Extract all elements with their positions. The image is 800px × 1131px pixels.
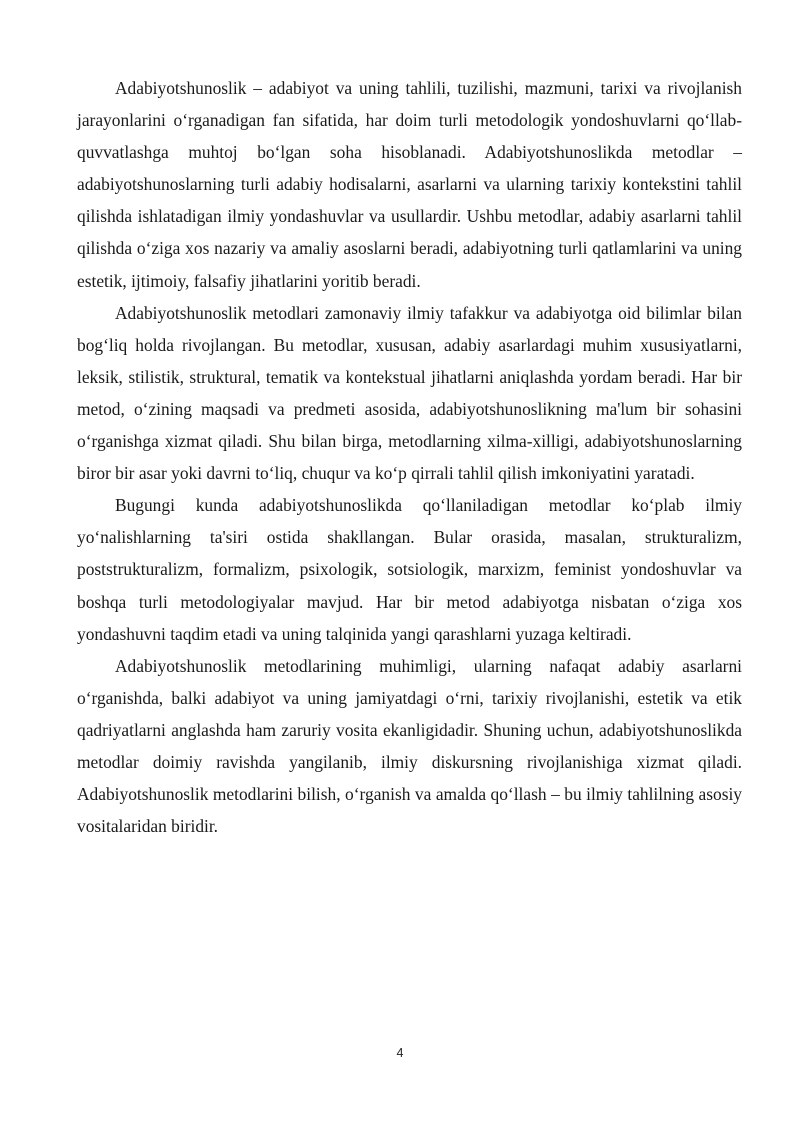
paragraph-4: Adabiyotshunoslik metodlarining muhimligi, ularning nafaqat adabiy asarlarni o‘rganishda, balki adabiyot va uning jamiyatdagi o‘rni, tarixiy rivojlanishi, estetik va etik qadriyatlarni anglashda ham zaruriy vosita ekanligidadir. Shuning uchun, adabiyotshunoslikda metodlar doimiy ravishda yangilanib, ilmiy diskursning rivojlanishiga xizmat qiladi. Adabiyotshunoslik metodlarini bilish, o‘rganish va amalda qo‘llash – bu ilmiy tahlilning asosiy vositalaridan biridir. — [77, 655, 742, 837]
page-number: 4 — [396, 1046, 404, 1060]
document-page — [77, 72, 742, 842]
paragraph-1: Adabiyotshunoslik – adabiyot va uning tahlili, tuzilishi, mazmuni, tarixi va rivojlanish jarayonlarini o‘rganadigan fan sifatida, har doim turli metodologik yondoshuvlarni qo‘llab-quvvatlashga muhtoj bo‘lgan soha hisoblanadi. Adabiyotshunoslikda metodlar – adabiyotshunoslarning turli adabiy hodisalarni, asarlarni va ularning tarixiy kontekstini tahlil qilishda ishlatadigan ilmiy yondashuvlar va usullardir. Ushbu metodlar, adabiy asarlarni tahlil qilishda o‘ziga xos nazariy va amaliy asoslarni beradi, adabiyotning turli qatlamlarini va uning estetik, ijtimoiy, falsafiy jihatlarini yoritib beradi. — [77, 78, 742, 291]
paragraph-3: Bugungi kunda adabiyotshunoslikda qo‘llaniladigan metodlar ko‘plab ilmiy yo‘nalishlarning ta'siri ostida shakllangan. Bular orasida, masalan, strukturalizm, poststrukturalizm, formalizm, psixologik, sotsiologik, marxizm, feminist yondoshuvlar va boshqa turli metodologiyalar mavjud. Har bir metod adabiyotga nisbatan o‘ziga xos yondashuvni taqdim etadi va uning talqinida yangi qarashlarni yuzaga keltiradi. — [77, 495, 742, 644]
paragraph-2: Adabiyotshunoslik metodlari zamonaviy ilmiy tafakkur va adabiyotga oid bilimlar bilan bog‘liq holda rivojlangan. Bu metodlar, xususan, adabiy asarlardagi muhim xususiyatlarni, leksik, stilistik, struktural, tematik va kontekstual jihatlarni aniqlashda yordam beradi. Har bir metod, o‘zining maqsadi va predmeti asosida, adabiyotshunoslikning ma'lum bir sohasini o‘rganishga xizmat qiladi. Shu bilan birga, metodlarning xilma-xilligi, adabiyotshunoslarning biror bir asar yoki davrni to‘liq, chuqur va ko‘p qirrali tahlil qilish imkoniyatini yaratadi. — [77, 302, 742, 484]
